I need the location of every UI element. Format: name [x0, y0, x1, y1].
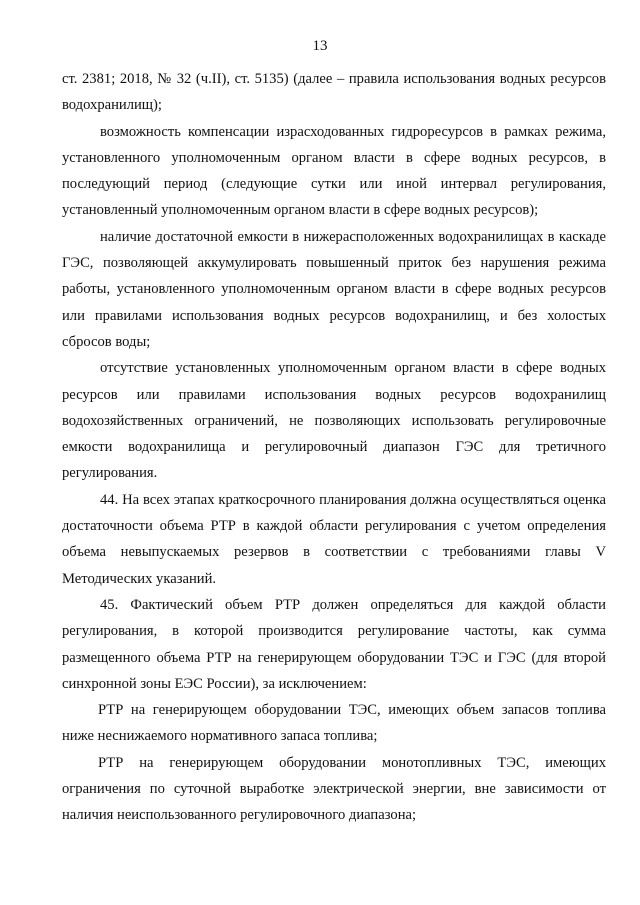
paragraph-restrictions: отсутствие установленных уполномоченным органом власти в сфере водных ресурсов или правилами использования водных ресурсов водохранилищ водохозяйственных ограничений, не позволяющих использовать регулировочные емкости водохранилища и регулировочный диапазон ГЭС для третичного регулирования. — [62, 360, 606, 482]
page-number: 13 — [312, 38, 328, 54]
paragraph-item-44: 44. На всех этапах краткосрочного планирования должна осуществляться оценка достаточности объема РТР в каждой области регулирования с учетом определения объема невыпускаемых резервов в соответствии с требованиями главы V Методических указаний. — [62, 491, 606, 587]
paragraph-capacity: наличие достаточной емкости в нижерасположенных водохранилищах в каскаде ГЭС, позволяющей аккумулировать повышенный приток без нарушения режима работы, установленного уполномоченным органом власти в сфере водных ресурсов или правилами использования водных ресурсов водохранилищ, и без холостых сбросов воды; — [62, 228, 606, 350]
paragraph-mono-fuel: РТР на генерирующем оборудовании монотопливных ТЭС, имеющих ограничения по суточной выработке электрической энергии, вне зависимости от наличия неиспользованного регулировочного диапазона; — [62, 754, 606, 824]
paragraph-fuel-reserve: РТР на генерирующем оборудовании ТЭС, имеющих объем запасов топлива ниже неснижаемого нормативного запаса топлива; — [62, 702, 606, 745]
document-body — [62, 66, 606, 829]
paragraph-continuation: ст. 2381; 2018, № 32 (ч.II), ст. 5135) (далее – правила использования водных ресурсов водохранилищ); — [62, 71, 606, 114]
paragraph-compensation: возможность компенсации израсходованных гидроресурсов в рамках режима, установленного уполномоченным органом власти в сфере водных ресурсов, в последующий период (следующие сутки или иной интервал регулирования, установленный уполномоченным органом власти в сфере водных ресурсов); — [62, 123, 606, 219]
paragraph-item-45: 45. Фактический объем РТР должен определяться для каждой области регулирования, в которой производится регулирование частоты, как сумма размещенного объема РТР на генерирующем оборудовании ТЭС и ГЭС (для второй синхронной зоны ЕЭС России), за исключением: — [62, 596, 606, 692]
